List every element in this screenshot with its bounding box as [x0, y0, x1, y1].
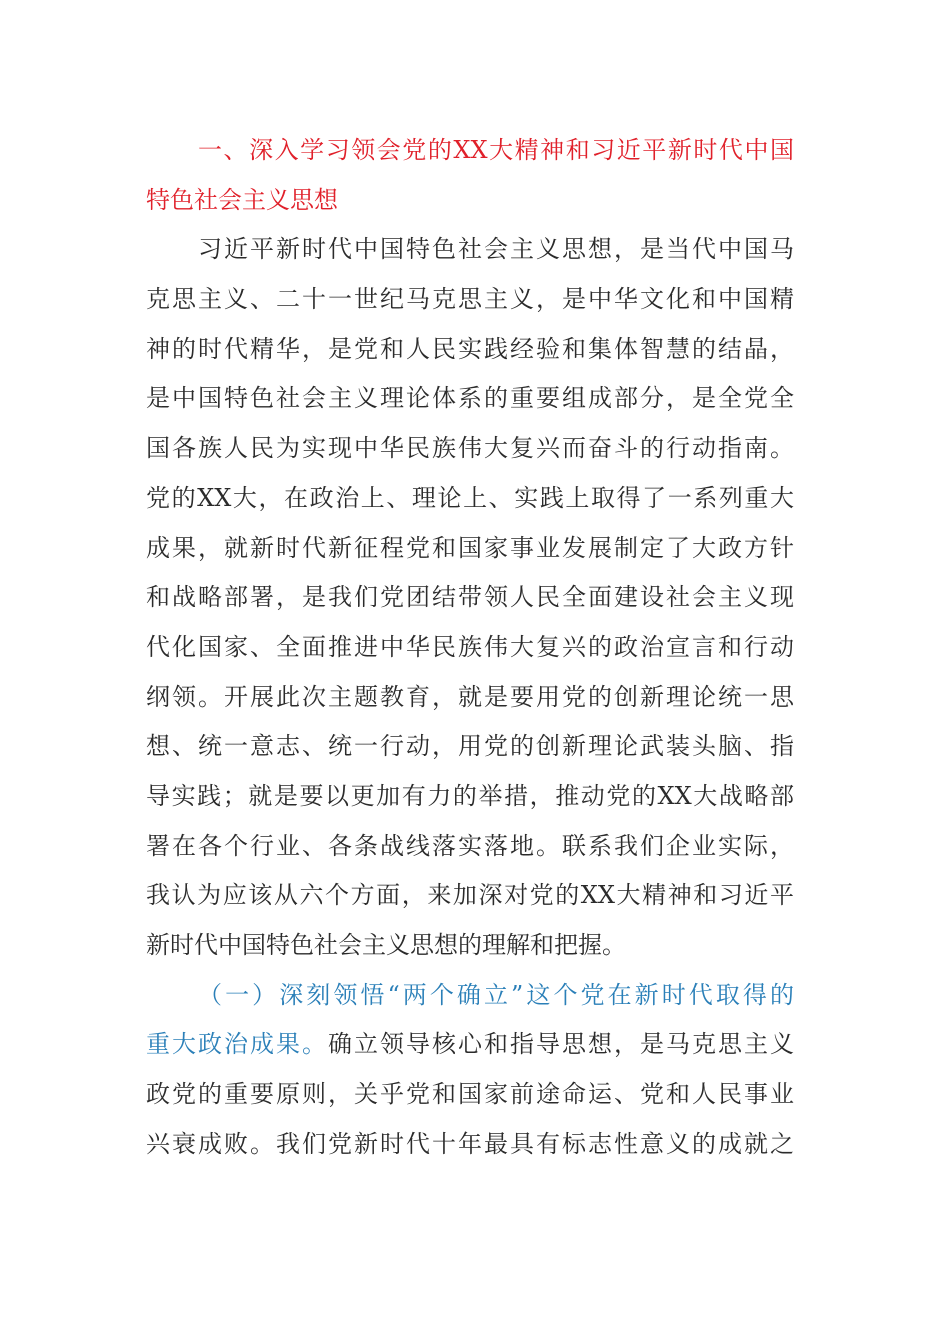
paragraph-line: 政党的重要原则，关乎党和国家前途命运、党和人民事业	[146, 1080, 794, 1109]
paragraph-line: 代化国家、全面推进中华民族伟大复兴的政治宣言和行动	[146, 632, 794, 661]
paragraph-line: 习近平新时代中国特色社会主义思想，是当代中国马	[198, 235, 794, 264]
section-heading-line-1: 一、深入学习领会党的XX大精神和习近平新时代中国	[198, 136, 794, 164]
document-body	[146, 126, 794, 1169]
section-heading-line-2: 特色社会主义思想	[146, 185, 338, 214]
paragraph-line: 成果，就新时代新征程党和国家事业发展制定了大政方针	[146, 533, 794, 562]
paragraph-line: 想、统一意志、统一行动，用党的创新理论武装头脑、指	[146, 732, 794, 761]
paragraph-line: 和战略部署，是我们党团结带领人民全面建设社会主义现	[146, 583, 794, 612]
paragraph-line: 纲领。开展此次主题教育，就是要用党的创新理论统一思	[146, 682, 794, 711]
paragraph-line: 兴衰成败。我们党新时代十年最具有标志性意义的成就之	[146, 1129, 794, 1158]
paragraph-line: 导实践；就是要以更加有力的举措，推动党的XX大战略部	[146, 781, 794, 810]
paragraph-line: 是中国特色社会主义理论体系的重要组成部分，是全党全	[146, 384, 794, 413]
subsection-text-start: 确立领导核心和指导思想，是马克思主义	[328, 1030, 794, 1059]
paragraph-line: 新时代中国特色社会主义思想的理解和把握。	[146, 931, 626, 959]
paragraph-line: 党的XX大，在政治上、理论上、实践上取得了一系列重大	[146, 483, 794, 512]
subsection-heading-line-1: （一）深刻领悟“两个确立”这个党在新时代取得的	[198, 980, 794, 1009]
paragraph-line: 国各族人民为实现中华民族伟大复兴而奋斗的行动指南。	[146, 434, 794, 463]
paragraph-line: 我认为应该从六个方面，来加深对党的XX大精神和习近平	[146, 881, 794, 910]
paragraph-line: 克思主义、二十一世纪马克思主义，是中华文化和中国精	[146, 285, 794, 314]
subsection-mixed-line	[146, 1020, 794, 1070]
subsection-heading-line-2: 重大政治成果。	[146, 1030, 328, 1059]
paragraph-line: 神的时代精华，是党和人民实践经验和集体智慧的结晶，	[146, 334, 794, 363]
paragraph-line: 署在各个行业、各条战线落实落地。联系我们企业实际，	[146, 831, 794, 860]
